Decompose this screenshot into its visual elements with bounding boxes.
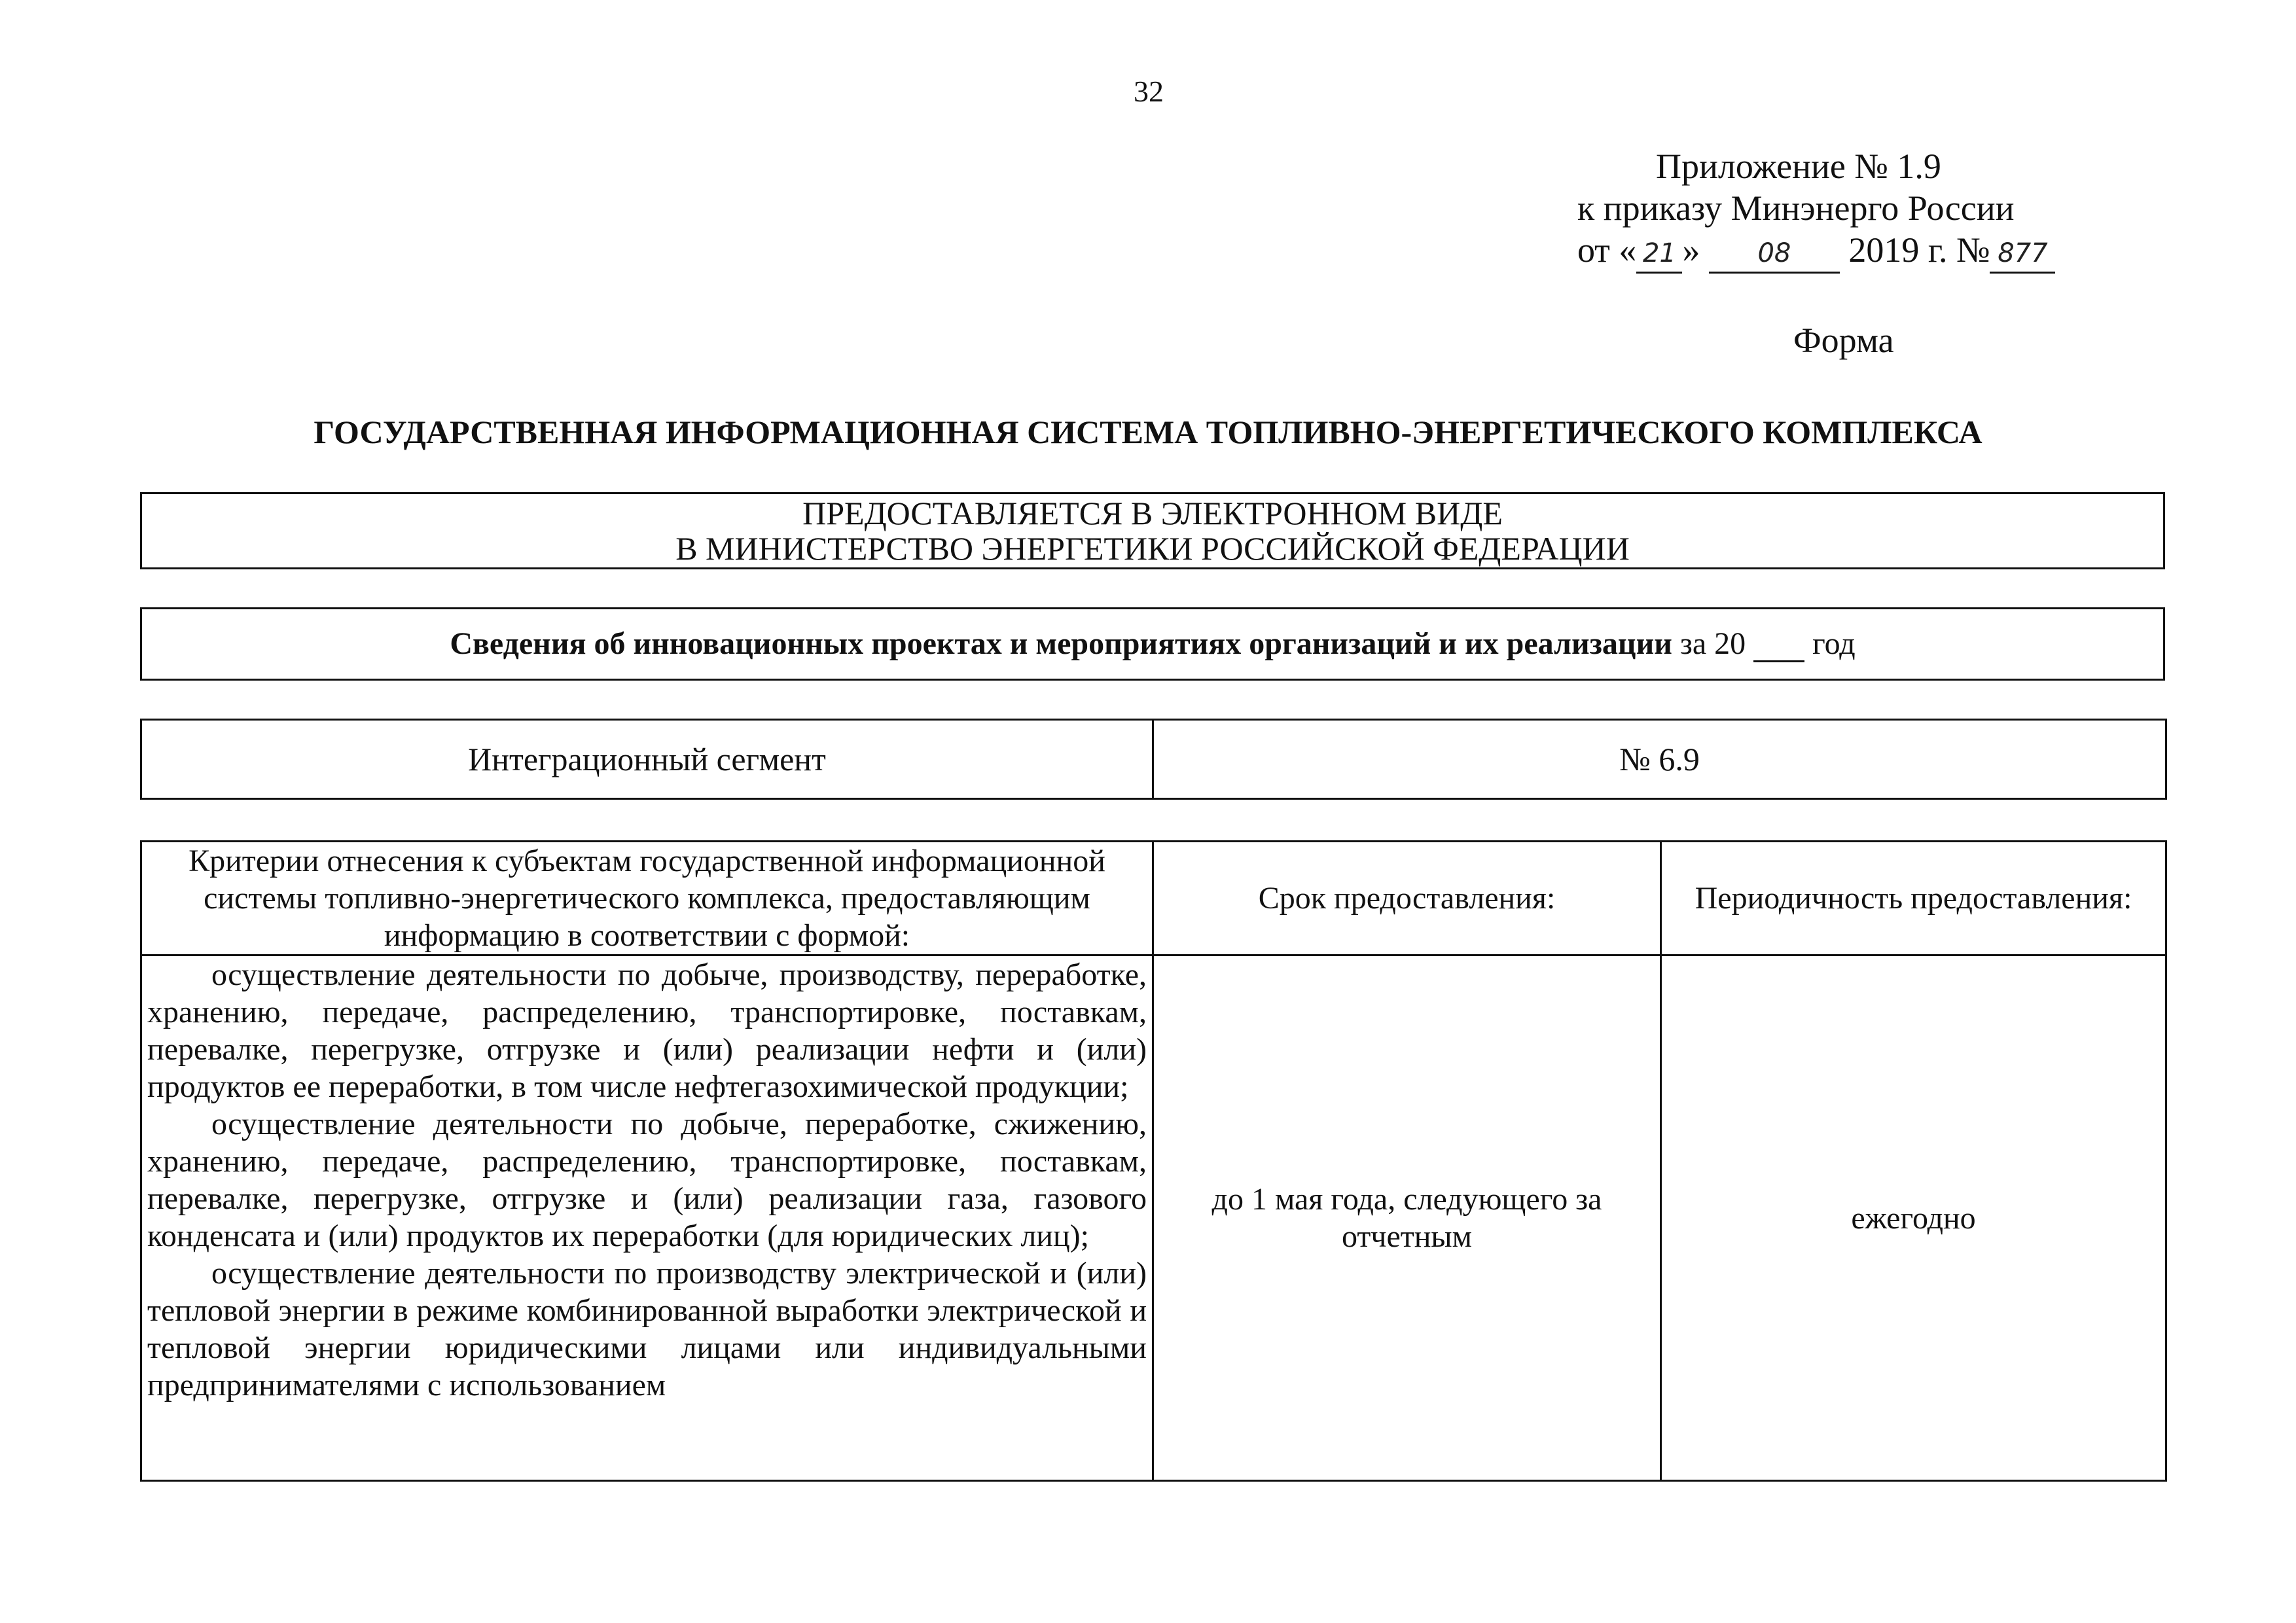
- submission-line-1: ПРЕДОСТАВЛЯЕТСЯ В ЭЛЕКТРОННОМ ВИДЕ: [802, 495, 1503, 531]
- report-title-box: [140, 607, 2165, 681]
- criteria-header-row: [141, 842, 2166, 955]
- date-year: 2019 г. №: [1848, 230, 1990, 270]
- segment-table: [140, 719, 2167, 800]
- criteria-table: [140, 840, 2167, 1482]
- appendix-order-reference: к приказу Минэнерго России: [1577, 188, 2015, 228]
- handwritten-order-number: 877: [1990, 235, 2055, 274]
- appendix-date-line: [1558, 229, 2121, 274]
- submission-line-2: В МИНИСТЕРСТВО ЭНЕРГЕТИКИ РОССИЙСКОЙ ФЕДЕРАЦИИ: [675, 530, 1630, 567]
- frequency-value: ежегодно: [1661, 955, 2166, 1481]
- report-title: Сведения об инновационных проектах и мероприятиях организаций и их реализации: [450, 626, 1672, 661]
- handwritten-month: 08: [1709, 235, 1840, 274]
- criteria-item: осуществление деятельности по добыче, переработке, сжижению, хранению, передаче, распределению, транспортировке, поставкам, перевалке, перегрузке, отгрузке и (или) реализации газа, газового конденсата и (или) продуктов их переработки (для юридических лиц);: [147, 1107, 1147, 1253]
- year-blank-field: [1753, 628, 1804, 662]
- form-label: Форма: [1793, 321, 1894, 360]
- document-title: ГОСУДАРСТВЕННАЯ ИНФОРМАЦИОННАЯ СИСТЕМА ТОПЛИВНО-ЭНЕРГЕТИЧЕСКОГО КОМПЛЕКСА: [314, 414, 1982, 450]
- submission-box: [140, 492, 2165, 569]
- criteria-item: осуществление деятельности по добыче, производству, переработке, хранению, передаче, распределению, транспортировке, поставкам, перевалке, перегрузке, отгрузке и (или) реализации нефти и (или) продуктов ее переработки, в том числе нефтегазохимической продукции;: [147, 957, 1147, 1104]
- frequency-header: Периодичность предоставления:: [1661, 842, 2166, 955]
- criteria-header: Критерии отнесения к субъектам государственной информационной системы топливно-энергетического комплекса, предоставляющим информацию в соответствии с формой:: [141, 842, 1153, 955]
- report-year-prefix: за 20: [1679, 626, 1746, 661]
- date-prefix: от «: [1577, 230, 1637, 270]
- deadline-value: до 1 мая года, следующего за отчетным: [1153, 955, 1661, 1481]
- criteria-body-row: [141, 955, 2166, 1481]
- deadline-header: Срок предоставления:: [1153, 842, 1661, 955]
- criteria-cell: [141, 955, 1153, 1481]
- appendix-title: Приложение № 1.9: [1656, 147, 1941, 186]
- appendix-block: [1558, 145, 2121, 274]
- handwritten-day: 21: [1636, 235, 1682, 274]
- segment-number: № 6.9: [1153, 720, 2166, 799]
- date-mid: »: [1682, 230, 1700, 270]
- page-number: 32: [1134, 75, 1164, 108]
- report-year-word: год: [1812, 626, 1856, 661]
- criteria-item: осуществление деятельности по производству электрической и (или) тепловой энергии в режиме комбинированной выработки электрической и тепловой энергии юридическими лицами или индивидуальными предпринимателями с использованием: [147, 1256, 1147, 1402]
- segment-label: Интеграционный сегмент: [141, 720, 1153, 799]
- segment-row: [141, 720, 2166, 799]
